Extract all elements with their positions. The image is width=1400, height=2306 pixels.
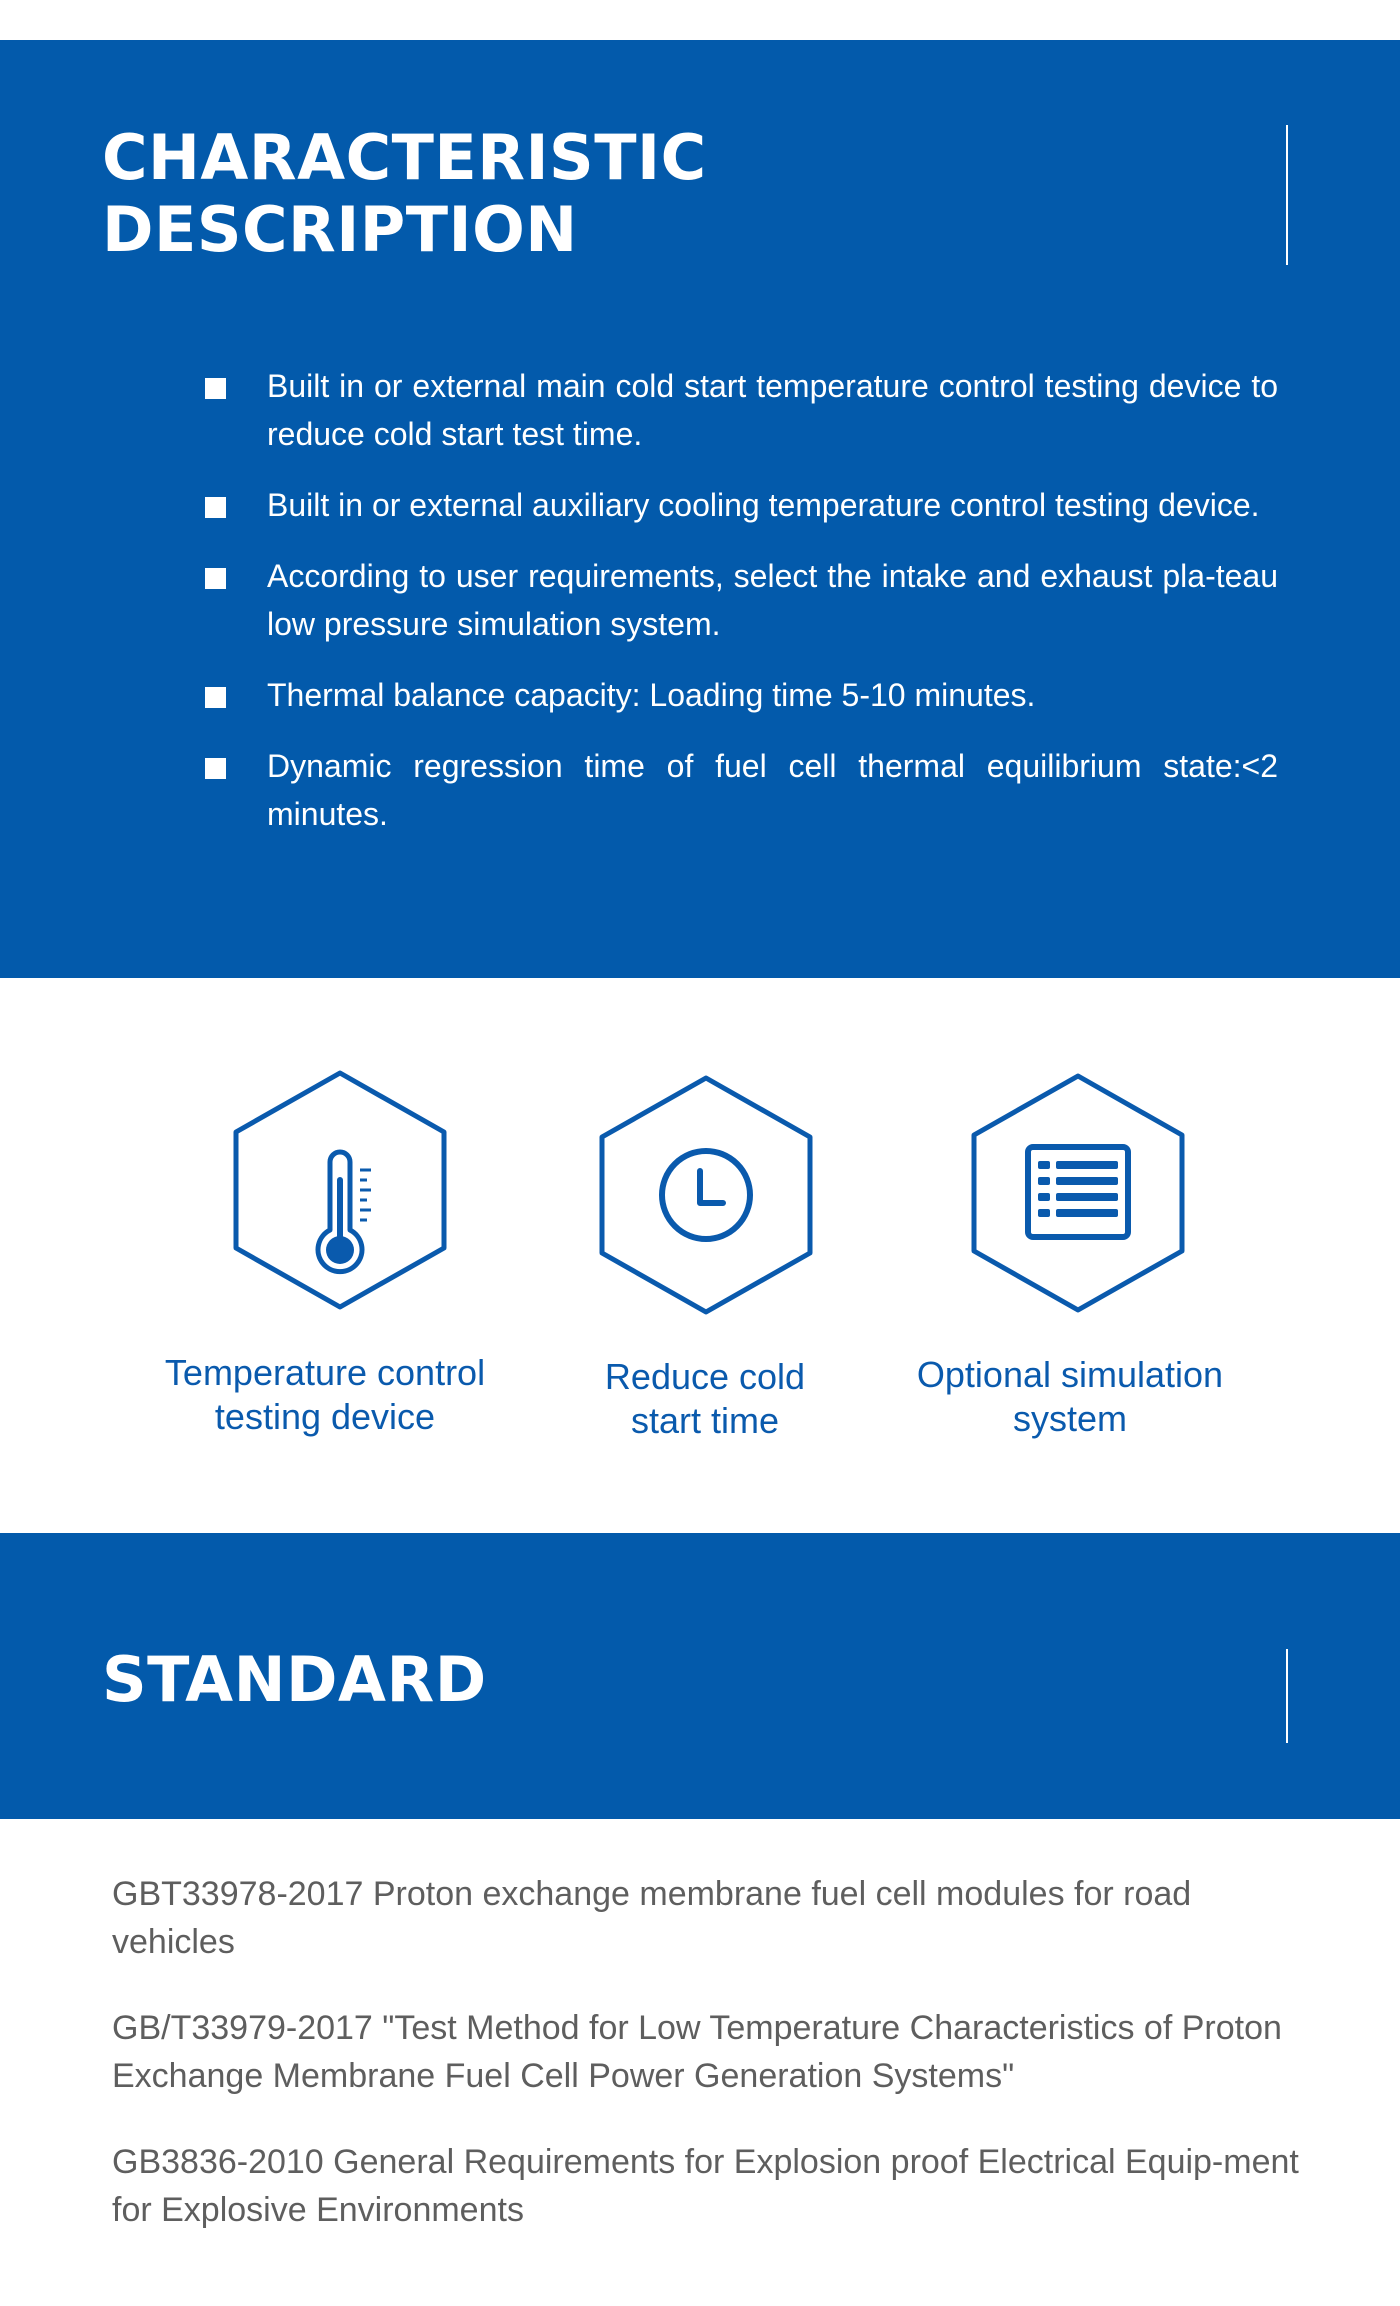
feature-label-reduce-cold-start [540,1355,870,1443]
characteristic-item [205,742,1278,838]
characteristic-item-text: Built in or external auxiliary cooling temperature control testing device. [267,487,1260,523]
characteristic-item [205,481,1278,529]
characteristic-list [205,362,1278,861]
standard-title: STANDARD [102,1643,487,1716]
standard-item: GBT33978-2017 Proton exchange membrane fuel cell modules for road vehicles [112,1875,1192,1961]
feature-label-temperature-control [140,1351,510,1439]
square-bullet-icon [205,687,226,708]
characteristic-section [0,40,1400,978]
square-bullet-icon [205,568,226,589]
characteristic-item [205,362,1278,458]
system-list-icon [971,1073,1185,1313]
square-bullet-icon [205,758,226,779]
clock-icon [599,1075,813,1315]
square-bullet-icon [205,378,226,399]
standard-list [112,1870,1302,2272]
feature-label-line1: Optional simulation [916,1354,1224,1395]
characteristic-title-line2: DESCRIPTION [102,193,578,266]
standard-section [0,1533,1400,1819]
feature-label-optional-simulation [890,1353,1250,1441]
characteristic-title-line1: CHARACTERISTIC [102,121,707,194]
characteristic-item [205,671,1278,719]
title-divider-line [1286,1649,1288,1743]
standard-item: GB/T33979-2017 "Test Method for Low Temperature Characteristics of Proton Exchange Membrane Fuel Cell Power Generation Systems" [112,2009,1282,2095]
standard-item: GB3836-2010 General Requirements for Explosion proof Electrical Equip-ment for Explosive Environments [112,2143,1299,2229]
characteristic-item-text: Built in or external main cold start temperature control testing device to reduce cold start test time. [267,368,1278,452]
feature-label-line1: Temperature control [164,1352,486,1393]
title-divider-line [1286,125,1288,265]
characteristic-item-text: Dynamic regression time of fuel cell thermal equilibrium state:<2 minutes. [267,748,1278,832]
feature-label-line2: testing device [214,1396,436,1437]
characteristic-item [205,552,1278,648]
feature-label-line2: start time [630,1400,780,1441]
feature-label-line1: Reduce cold [604,1356,806,1397]
characteristic-item-text: Thermal balance capacity: Loading time 5-10 minutes. [267,677,1036,713]
feature-label-line2: system [1012,1398,1127,1439]
square-bullet-icon [205,497,226,518]
characteristic-title [102,122,1002,266]
characteristic-item-text: According to user requirements, select the intake and exhaust pla-teau low pressure simulation system. [267,558,1278,642]
thermometer-icon [233,1070,447,1310]
